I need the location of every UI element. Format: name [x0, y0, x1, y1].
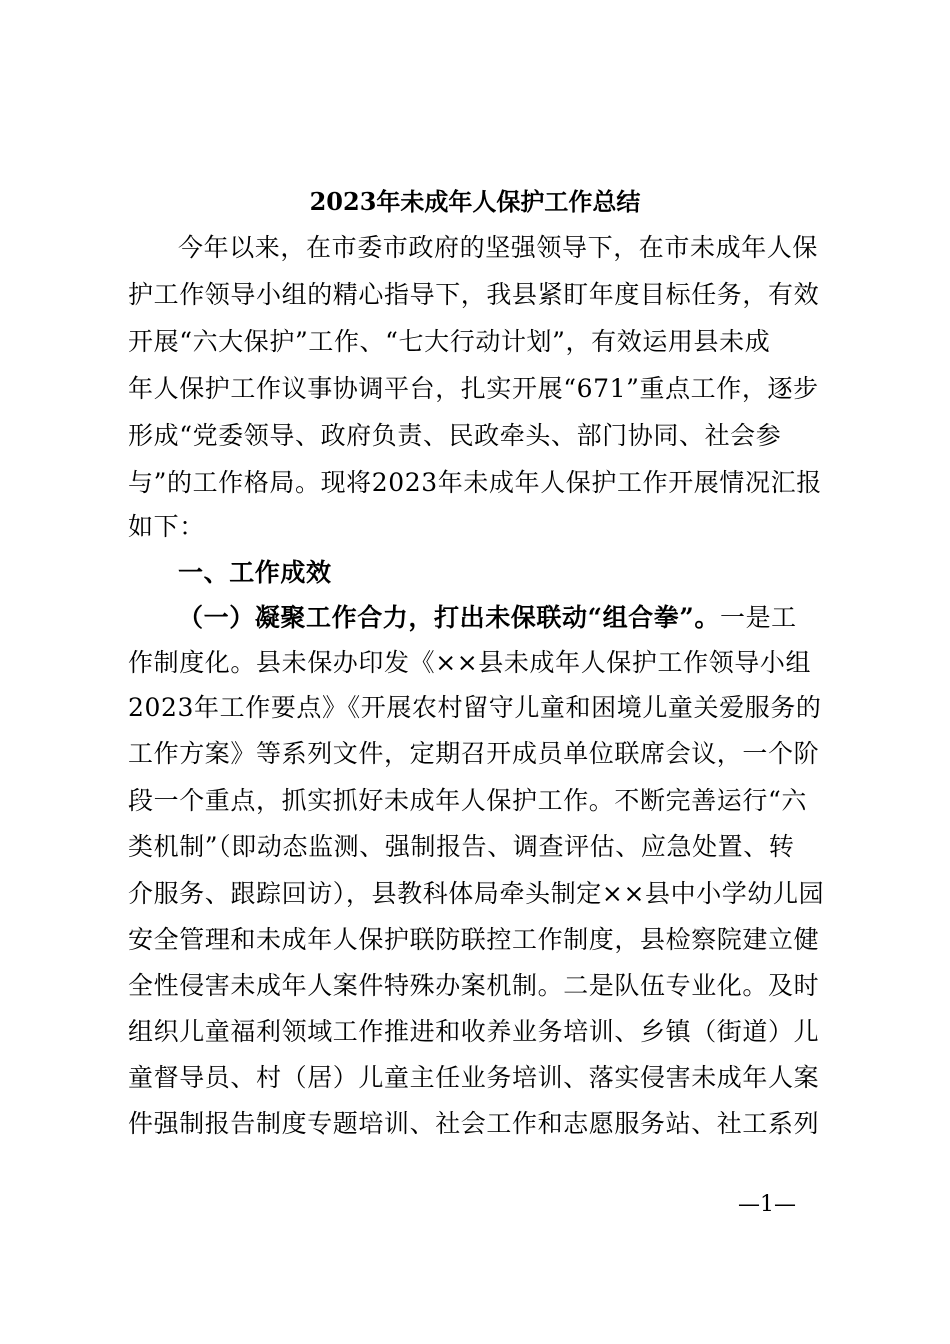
- subsection-first-line: [178, 598, 797, 638]
- intro-line: 年人保护工作议事协调平台，扎实开展“671”重点工作，逐步: [128, 374, 819, 403]
- body-line: 介服务、跟踪回访），县教科体局牵头制定××县中小学幼儿园: [128, 879, 825, 908]
- body-line: 童督导员、村（居）儿童主任业务培训、落实侵害未成年人案: [128, 1063, 820, 1092]
- body-line: 类机制”（即动态监测、强制报告、调查评估、应急处置、转: [128, 832, 795, 861]
- body-line: 段一个重点，抓实抓好未成年人保护工作。不断完善运行“六: [128, 786, 807, 815]
- intro-line: 形成“党委领导、政府负责、民政牵头、部门协同、社会参: [128, 421, 782, 450]
- intro-line: 护工作领导小组的精心指导下，我县紧盯年度目标任务，有效: [128, 280, 820, 309]
- page-number: —1—: [738, 1192, 796, 1217]
- intro-line: 如下：: [128, 512, 205, 541]
- subsection-heading: （一）凝聚工作合力，打出未保联动“组合拳”。: [178, 603, 720, 632]
- body-line: 件强制报告制度专题培训、社会工作和志愿服务站、社工系列: [128, 1109, 820, 1138]
- body-line: 工作方案》等系列文件，定期召开成员单位联席会议，一个阶: [128, 739, 820, 768]
- intro-line: 开展“六大保护”工作、“七大行动计划”，有效运用县未成: [128, 327, 771, 356]
- body-line: 组织儿童福利领域工作推进和收养业务培训、乡镇（街道）儿: [128, 1017, 820, 1046]
- intro-line: 与”的工作格局。现将2023年未成年人保护工作开展情况汇报: [128, 468, 822, 497]
- body-line: 全性侵害未成年人案件特殊办案机制。二是队伍专业化。及时: [128, 971, 820, 1000]
- body-line: 作制度化。县未保办印发《××县未成年人保护工作领导小组: [128, 648, 812, 677]
- subsection-first-line-rest: 一是工: [719, 603, 797, 632]
- body-line: 安全管理和未成年人保护联防联控工作制度，县检察院建立健: [128, 925, 820, 954]
- intro-line: 今年以来，在市委市政府的坚强领导下，在市未成年人保: [178, 233, 819, 262]
- body-line: 2023年工作要点》《开展农村留守儿童和困境儿童关爱服务的: [128, 693, 822, 722]
- section-heading: 一、工作成效: [178, 558, 332, 587]
- document-title: 2023年未成年人保护工作总结: [309, 187, 641, 216]
